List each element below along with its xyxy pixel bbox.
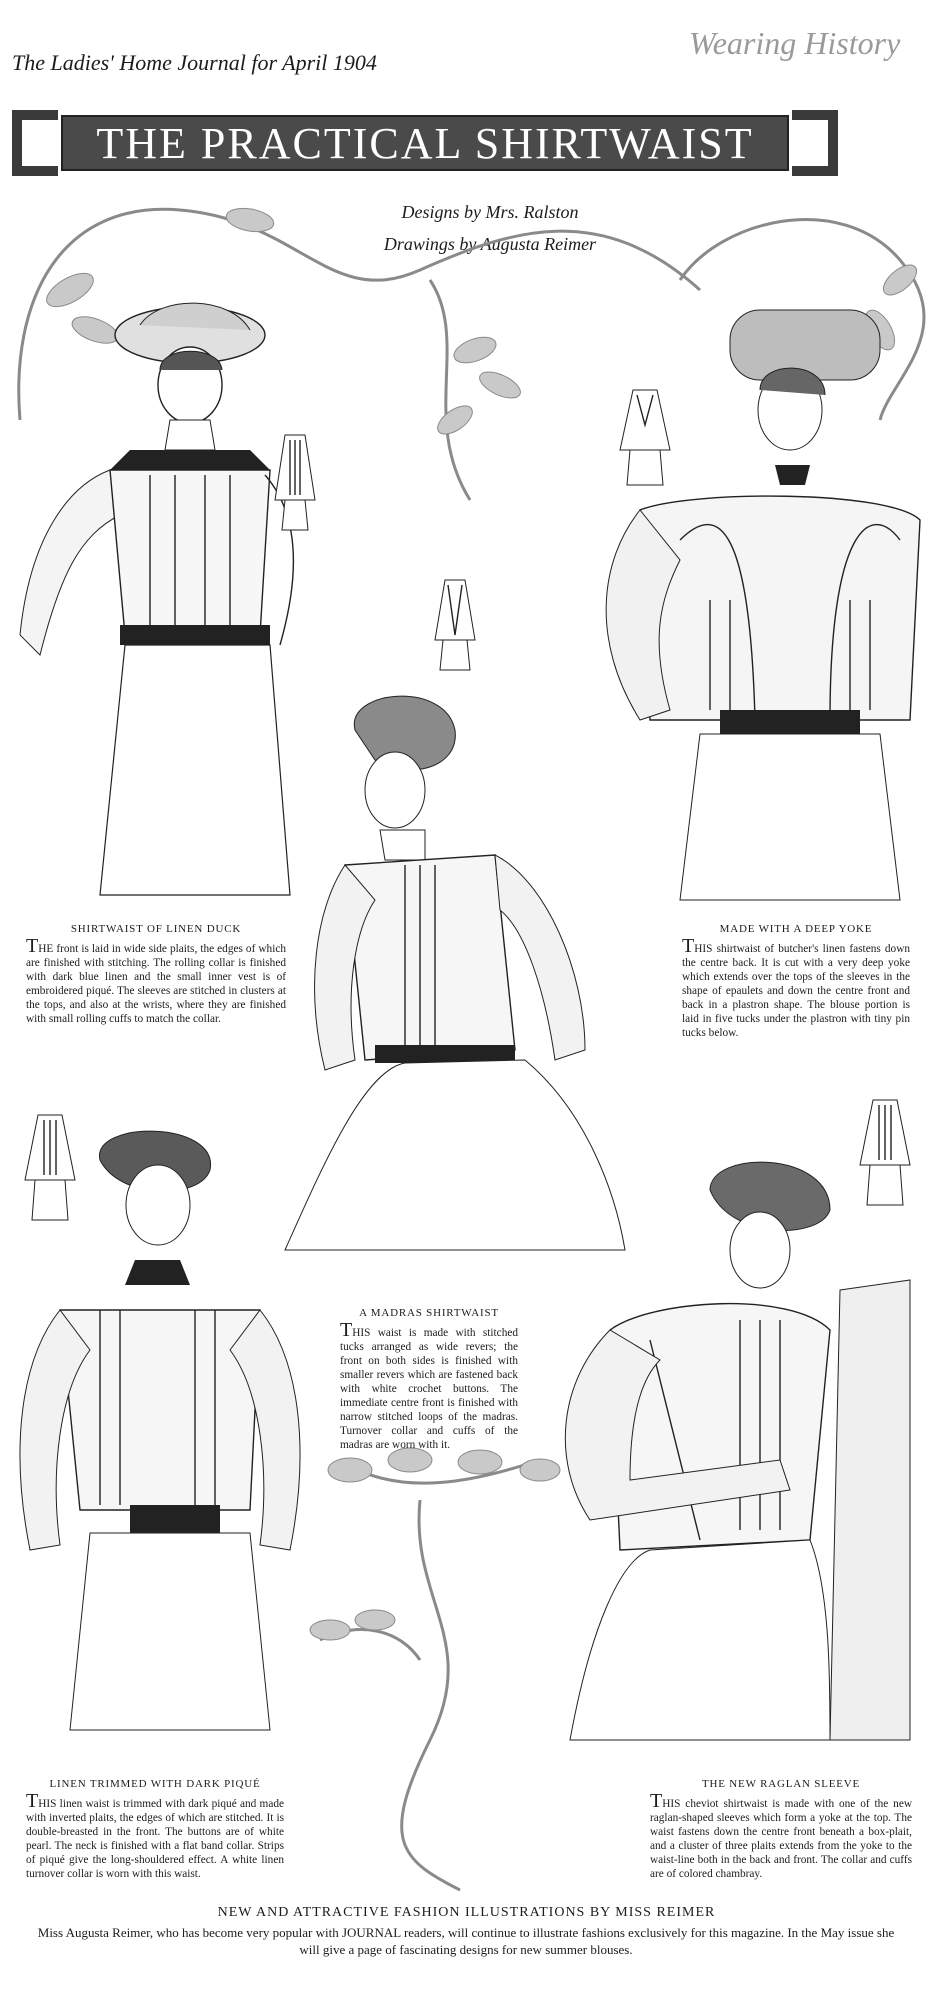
caption-linen-dark-pique [26, 1778, 284, 1881]
back-view-sketch-4 [20, 1110, 80, 1220]
caption-title: LINEN TRIMMED WITH DARK PIQUÉ [49, 1778, 261, 1790]
caption-title: THE NEW RAGLAN SLEEVE [701, 1778, 861, 1790]
designs-credit: Designs by Mrs. Ralston [401, 202, 579, 222]
back-view-sketch-1 [270, 430, 320, 530]
caption-linen-duck [26, 923, 286, 1026]
caption-title: MADE WITH A DEEP YOKE [719, 923, 873, 935]
caption-title: A MADRAS SHIRTWAIST [359, 1307, 499, 1319]
figure-raglan-sleeve [530, 1160, 920, 1740]
caption-body: THIS linen waist is trimmed with dark piqué and made with inverted plaits, the edges of which are stitched. It is double-breasted in the front. The buttons are of white pearl. The neck is finished with a flat band collar. Strips of piqué give the long-shouldered effect. A white linen turnover collar is worn with this waist. [26, 1790, 284, 1880]
footer-body: Miss Augusta Reimer, who has become very popular with JOURNAL readers, will continue to illustrate fashions exclusively for this magazine. In the May issue she will give a page of fascinating designs for new summer blouses. [37, 1925, 895, 1957]
caption-body: THIS cheviot shirtwaist is made with one of the new raglan-shaped sleeves which form a yoke at the top. The waist fastens down the centre front beneath a box-plait, and a cluster of three plaits extends from the yoke to the waist-line both in the back and front. The collar and cuffs are of colored chambray. [650, 1790, 912, 1880]
caption-body: THIS waist is made with stitched tucks arranged as wide revers; the front on both sides is finished with smaller revers which are fastened back with white crochet buttons. The immediate centre front is finished with narrow stitched loops of the madras. Turnover collar and cuffs of the madras are worn with it. [340, 1319, 518, 1451]
caption-body: THIS shirtwaist of butcher's linen fastens down the centre back. It is cut with a very deep yoke which extends over the tops of the sleeves in the shape of epaulets and down the centre front and back in a plastron shape. The blouse portion is laid in five tucks under the plastron with tiny pin tucks below. [682, 935, 910, 1039]
drawings-credit: Drawings by Augusta Reimer [383, 234, 597, 254]
caption-title: SHIRTWAIST OF LINEN DUCK [70, 923, 242, 935]
back-view-sketch-2 [615, 385, 675, 485]
back-view-sketch-3 [430, 575, 480, 675]
figure-linen-duck [10, 275, 310, 900]
svg-text:Wearing History: Wearing History [689, 25, 901, 61]
caption-madras [340, 1307, 518, 1452]
caption-deep-yoke [682, 923, 910, 1040]
caption-body: THE front is laid in wide side plaits, the edges of which are finished with stitching. The rolling collar is finished with dark blue linen and the small inner vest is of embroidered piqué. The sleeves are stitched in clusters at the tops, and also at the wrists, where they are finished with small rolling cuffs to match the collar. [26, 935, 286, 1025]
back-view-sketch-5 [855, 1095, 915, 1205]
caption-raglan-sleeve [650, 1778, 912, 1881]
wearing-history-watermark [681, 12, 921, 72]
journal-issue-line: The Ladies' Home Journal for April 1904 [12, 50, 377, 75]
footer-title: NEW AND ATTRACTIVE FASHION ILLUSTRATIONS BY MISS REIMER [217, 1905, 716, 1920]
page-title: THE PRACTICAL SHIRTWAIST [96, 119, 754, 168]
